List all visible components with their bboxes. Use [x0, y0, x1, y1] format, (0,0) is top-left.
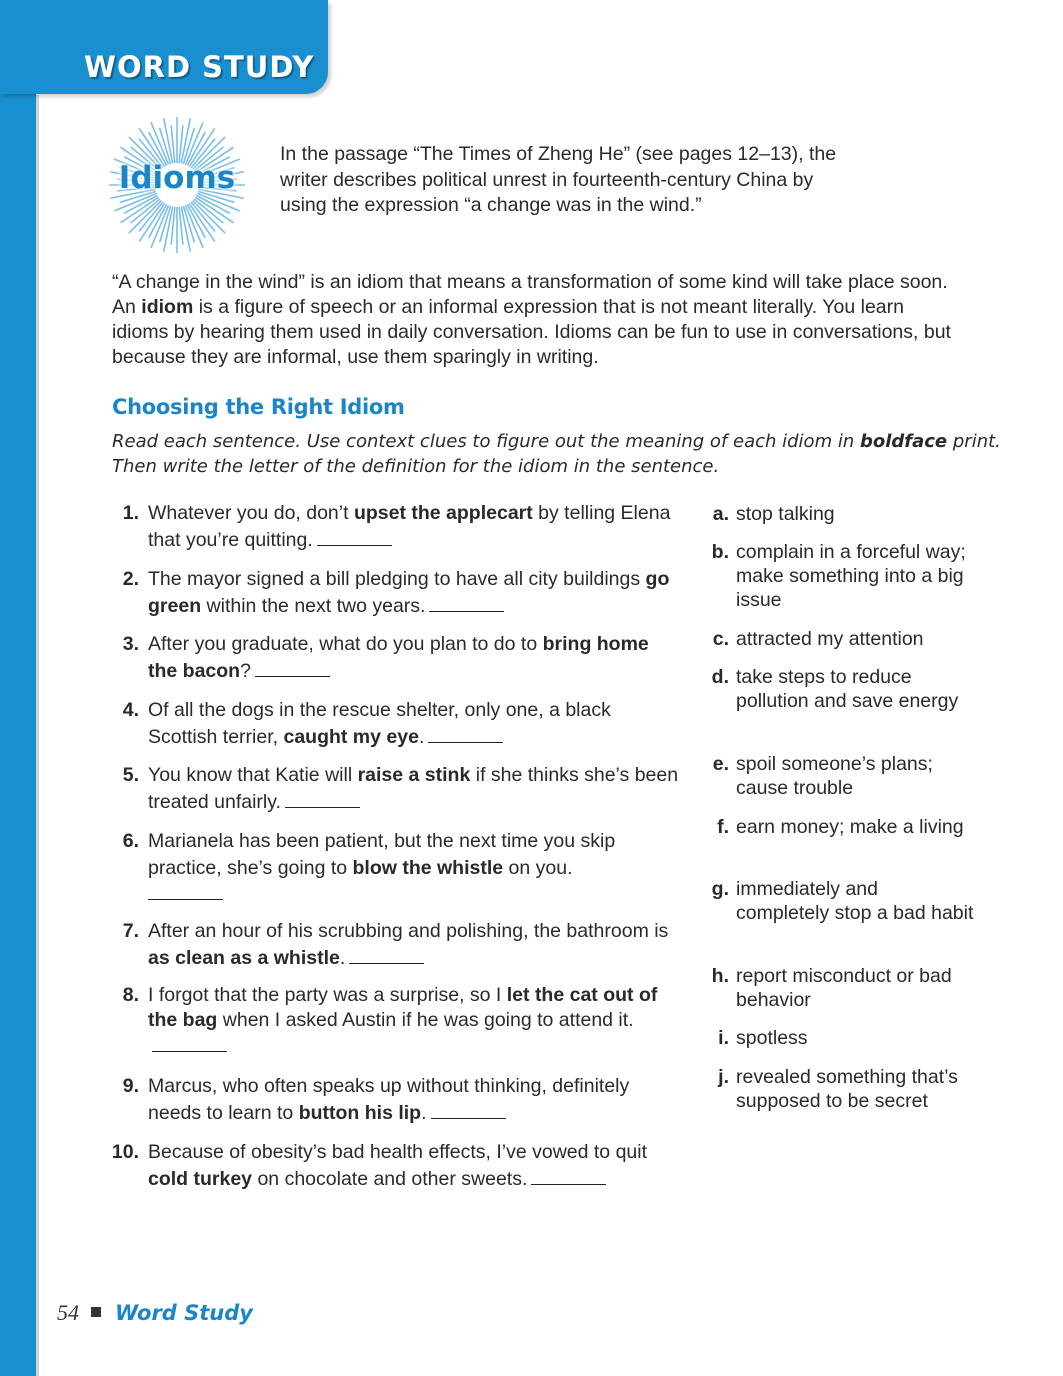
question-idiom: raise a stink	[357, 764, 471, 786]
question-item	[108, 697, 680, 750]
answer-letter: d.	[711, 666, 729, 688]
left-color-bar	[0, 0, 36, 1376]
question-item	[108, 500, 680, 553]
question-text: on chocolate and other sweets.	[252, 1167, 528, 1190]
question-text: Because of obesity’s bad health effects, I’ve vowed to quit	[148, 1141, 648, 1163]
question-text: ?	[240, 659, 251, 682]
question-idiom: bring home the bacon	[148, 633, 649, 682]
question-idiom: caught my eye	[283, 725, 419, 748]
question-item	[108, 983, 680, 1059]
answer-letter: c.	[712, 628, 729, 650]
answer-blank[interactable]	[349, 945, 424, 964]
idiom-definition-paragraph	[112, 270, 962, 370]
question-item	[108, 918, 680, 971]
question-idiom: blow the whistle	[352, 856, 504, 879]
paragraph-text: is a figure of speech or an informal expression that is not meant literally. You learn idioms by hearing them used in daily conversation. Idioms can be fun to use in conversations, but because they are informal, use them sparingly in writing.	[112, 296, 951, 368]
answer-blank[interactable]	[429, 593, 504, 612]
question-text: .	[418, 725, 425, 748]
question-text: Whatever you do, don’t	[148, 502, 354, 524]
paragraph-text: “A change in the wind” is an idiom that means a transformation of some kind will take place soon. An	[112, 271, 948, 318]
question-number: 8.	[122, 984, 139, 1006]
answer-option	[704, 502, 974, 526]
page-title: WORD STUDY	[84, 50, 315, 84]
answer-letter: g.	[711, 878, 729, 900]
intro-line: In the passage “The Times of Zheng He” (see pages 12–13), the	[280, 143, 837, 165]
question-number: 6.	[122, 830, 139, 852]
question-number: 10.	[111, 1141, 139, 1163]
question-text: within the next two years.	[201, 594, 426, 617]
question-number: 3.	[122, 633, 139, 655]
question-text: After an hour of his scrubbing and polishing, the bathroom is	[148, 920, 669, 942]
question-idiom: as clean as a whistle	[148, 946, 340, 969]
section-heading: Choosing the Right Idiom	[112, 395, 405, 419]
instructions-text: print. Then write the letter of the definition for the idiom in the sentence.	[112, 431, 1001, 477]
question-text: After you graduate, what do you plan to do to	[148, 633, 543, 655]
answer-option	[704, 1026, 974, 1050]
answer-text: complain in a forceful way; make something into a big issue	[736, 541, 966, 611]
question-item	[108, 828, 680, 908]
question-idiom: button his lip	[298, 1101, 422, 1124]
question-idiom: upset the applecart	[353, 502, 533, 524]
answer-text: spoil someone’s plans; cause trouble	[736, 753, 933, 799]
question-item	[108, 1139, 680, 1192]
question-text: by telling Elena that you’re quitting.	[148, 502, 671, 551]
answer-text: attracted my attention	[736, 628, 924, 650]
question-item	[108, 566, 680, 619]
answer-blank[interactable]	[148, 881, 223, 900]
question-text: I forgot that the party was a surprise, so I	[148, 984, 507, 1006]
answer-option	[704, 752, 974, 800]
answer-letter: e.	[712, 753, 729, 775]
answer-option	[704, 877, 974, 925]
answer-text: report misconduct or bad behavior	[736, 965, 952, 1011]
question-number: 1.	[122, 502, 139, 524]
answer-letter: i.	[718, 1027, 729, 1049]
question-idiom: let the cat out of the bag	[148, 984, 658, 1031]
question-text: .	[421, 1101, 427, 1124]
question-text: when I asked Austin if he was going to attend it.	[217, 1009, 634, 1031]
answer-option	[704, 1065, 974, 1113]
answer-text: immediately and completely stop a bad habit	[736, 878, 974, 924]
idioms-badge-label: Idioms	[118, 160, 236, 196]
question-text: Of all the dogs in the rescue shelter, only one, a black Scottish terrier,	[148, 699, 611, 748]
question-item	[108, 631, 680, 684]
answer-letter: a.	[712, 503, 729, 525]
answer-blank[interactable]	[431, 1100, 506, 1119]
question-number: 2.	[122, 568, 139, 590]
question-text: Marianela has been patient, but the next time you skip practice, she’s going to	[148, 830, 616, 879]
instructions	[112, 429, 1002, 479]
answer-letter: j.	[718, 1066, 729, 1088]
question-item	[108, 762, 680, 815]
question-number: 5.	[122, 764, 139, 786]
answer-blank[interactable]	[428, 724, 503, 743]
question-idiom: go green	[148, 568, 670, 617]
question-text: The mayor signed a bill pledging to have all city buildings	[148, 568, 646, 590]
paragraph-bold-term: idiom	[141, 296, 194, 318]
question-text: .	[339, 946, 346, 969]
page-number: 54	[57, 1300, 79, 1325]
answer-option	[704, 815, 974, 839]
question-text: You know that Katie will	[148, 764, 358, 786]
answer-option	[704, 665, 974, 713]
answer-option	[704, 964, 974, 1012]
question-idiom: cold turkey	[148, 1167, 253, 1190]
answer-blank[interactable]	[152, 1033, 227, 1052]
answer-text: stop talking	[736, 503, 835, 525]
answer-text: earn money; make a living	[736, 816, 964, 838]
question-item	[108, 1073, 680, 1126]
answer-option	[704, 540, 974, 612]
question-number: 4.	[122, 699, 139, 721]
answer-text: revealed something that’s supposed to be secret	[736, 1066, 958, 1112]
question-text: if she thinks she’s been treated unfairly.	[148, 764, 679, 813]
intro-line: writer describes political unrest in fourteenth-century China by	[280, 168, 814, 191]
answer-option	[704, 627, 974, 651]
answer-blank[interactable]	[255, 658, 330, 677]
instructions-bold: boldface	[859, 431, 948, 452]
answer-blank[interactable]	[285, 789, 360, 808]
question-number: 9.	[122, 1075, 139, 1097]
intro-line: using the expression “a change was in the wind.”	[280, 194, 702, 216]
answer-blank[interactable]	[317, 527, 392, 546]
question-text: on you.	[503, 856, 573, 879]
page-footer	[57, 1300, 253, 1326]
answer-blank[interactable]	[531, 1166, 606, 1185]
answer-text: take steps to reduce pollution and save energy	[736, 666, 959, 712]
answer-letter: b.	[711, 541, 729, 563]
answer-letter: h.	[711, 965, 729, 987]
footer-title: Word Study	[115, 1301, 253, 1325]
question-text: Marcus, who often speaks up without thinking, definitely needs to learn to	[148, 1075, 630, 1124]
question-number: 7.	[122, 920, 139, 942]
answer-letter: f.	[717, 816, 729, 838]
answer-text: spotless	[736, 1027, 808, 1049]
square-bullet-icon	[91, 1307, 101, 1317]
instructions-text: Read each sentence. Use context clues to figure out the meaning of each idiom in	[112, 431, 860, 452]
intro-text	[280, 142, 960, 219]
